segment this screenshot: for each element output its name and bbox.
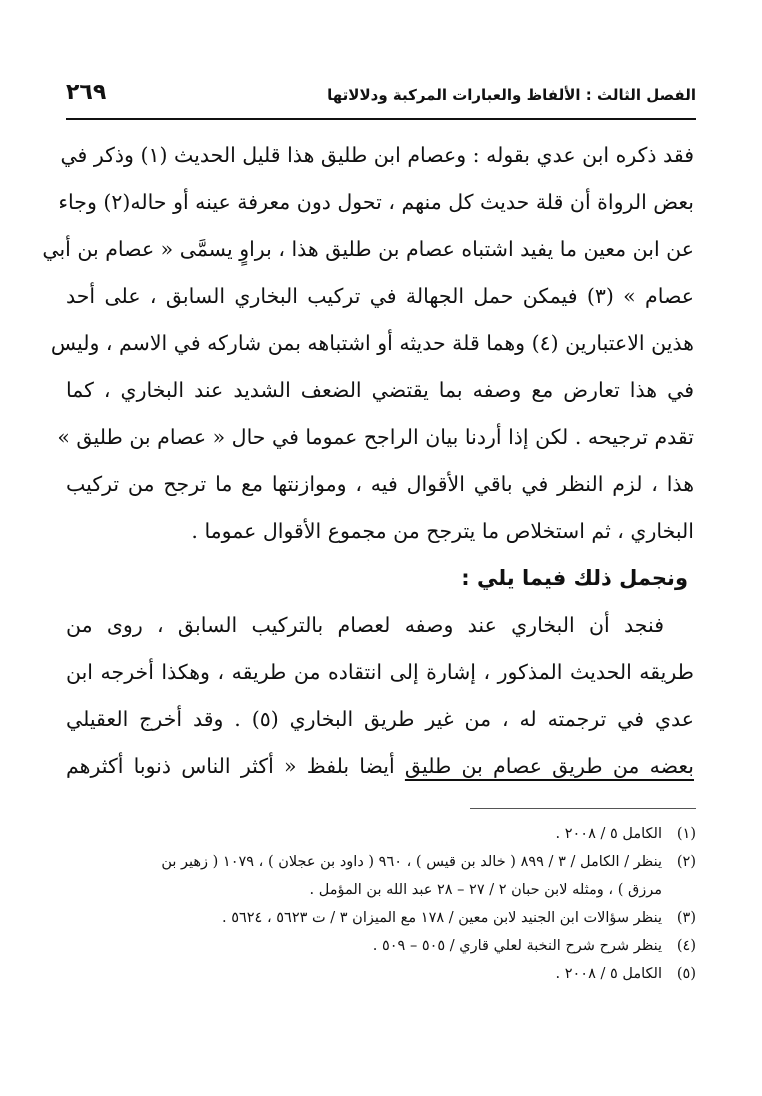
text-line: عدي في ترجمته له ، من غير طريق البخاري (٥) . وقد أخرج العقيلي bbox=[66, 707, 694, 731]
footnote-continuation: مرزق ) ، ومثله لابن حبان ٢ / ٢٧ – ٢٨ عبد الله بن المؤمل . bbox=[309, 882, 662, 898]
footnote bbox=[66, 960, 696, 988]
page-number: ٢٦٩ bbox=[66, 80, 107, 105]
footnote-number: (٢) bbox=[676, 854, 696, 870]
footnote bbox=[66, 904, 696, 932]
text-fragment: أيضا بلفظ « أكثر الناس ذنوبا أكثرهم bbox=[66, 754, 405, 778]
text-line: البخاري ، ثم استخلاص ما يترجح من مجموع الأقوال عموما . bbox=[191, 519, 694, 543]
footnote bbox=[66, 848, 696, 876]
text-line: هذين الاعتبارين (٤) وهما قلة حديثه أو اشتباهه بمن شاركه في الاسم ، وليس bbox=[50, 331, 694, 355]
footnote-text: ينظر سؤالات ابن الجنيد لابن معين / ١٧٨ مع الميزان ٣ / ت ٥٦٢٣ ، ٥٦٢٤ . bbox=[221, 910, 662, 926]
header-rule bbox=[66, 118, 696, 120]
footnote bbox=[66, 932, 696, 960]
footnote bbox=[66, 820, 696, 848]
footnote-number: (٥) bbox=[676, 966, 696, 982]
footnote-text: الكامل ٥ / ٢٠٠٨ . bbox=[555, 826, 662, 842]
footnote-number: (٤) bbox=[676, 938, 696, 954]
footnotes bbox=[66, 820, 696, 988]
text-line: فقد ذكره ابن عدي بقوله : وعصام ابن طليق هذا قليل الحديث (١) وذكر في bbox=[60, 143, 694, 167]
text-line: عصام » (٣) فيمكن حمل الجهالة في تركيب البخاري السابق ، على أحد bbox=[66, 284, 694, 308]
text-line: عن ابن معين ما يفيد اشتباه عصام بن طليق هذا ، براوٍ يسمَّى « عصام بن أبي bbox=[42, 237, 694, 261]
footnote-text: ينظر / الكامل / ٣ / ٨٩٩ ( خالد بن قيس ) ، ٩٦٠ ( داود بن عجلان ) ، ١٠٧٩ ( زهير بن bbox=[161, 854, 662, 870]
text-line: فنجد أن البخاري عند وصفه لعصام بالتركيب السابق ، روى من bbox=[66, 613, 664, 637]
footnote-rule bbox=[470, 808, 696, 809]
underlined-phrase: بعضه من طريق عصام بن طليق bbox=[404, 754, 694, 778]
footnote-number: (١) bbox=[676, 826, 696, 842]
footnote-number: (٣) bbox=[676, 910, 696, 926]
text-line: هذا ، لزم النظر في باقي الأقوال فيه ، وموازنتها مع ما ترجح من تركيب bbox=[66, 472, 694, 496]
text-line-final bbox=[66, 743, 694, 790]
section-subheading: ونجمل ذلك فيما يلي : bbox=[461, 566, 688, 590]
text-line: طريقه الحديث المذكور ، إشارة إلى انتقاده من طريقه ، وهكذا أخرجه ابن bbox=[66, 660, 694, 684]
main-text bbox=[42, 132, 694, 790]
chapter-title: الفصل الثالث : الألفاظ والعبارات المركبة ودلالاتها bbox=[327, 86, 696, 104]
text-line: بعض الرواة أن قلة حديث كل منهم ، تحول دون معرفة عينه أو حاله(٢) وجاء bbox=[58, 190, 694, 214]
running-header bbox=[66, 80, 696, 114]
text-line: في هذا تعارض مع وصفه بما يقتضي الضعف الشديد عند البخاري ، كما bbox=[66, 378, 694, 402]
footnote-text: ينظر شرح شرح النخبة لعلي قاري / ٥٠٥ – ٥٠٩ . bbox=[372, 938, 662, 954]
text-line: تقدم ترجيحه . لكن إذا أردنا بيان الراجح عموما في حال « عصام بن طليق » bbox=[57, 425, 694, 449]
footnote-text: الكامل ٥ / ٢٠٠٨ . bbox=[555, 966, 662, 982]
